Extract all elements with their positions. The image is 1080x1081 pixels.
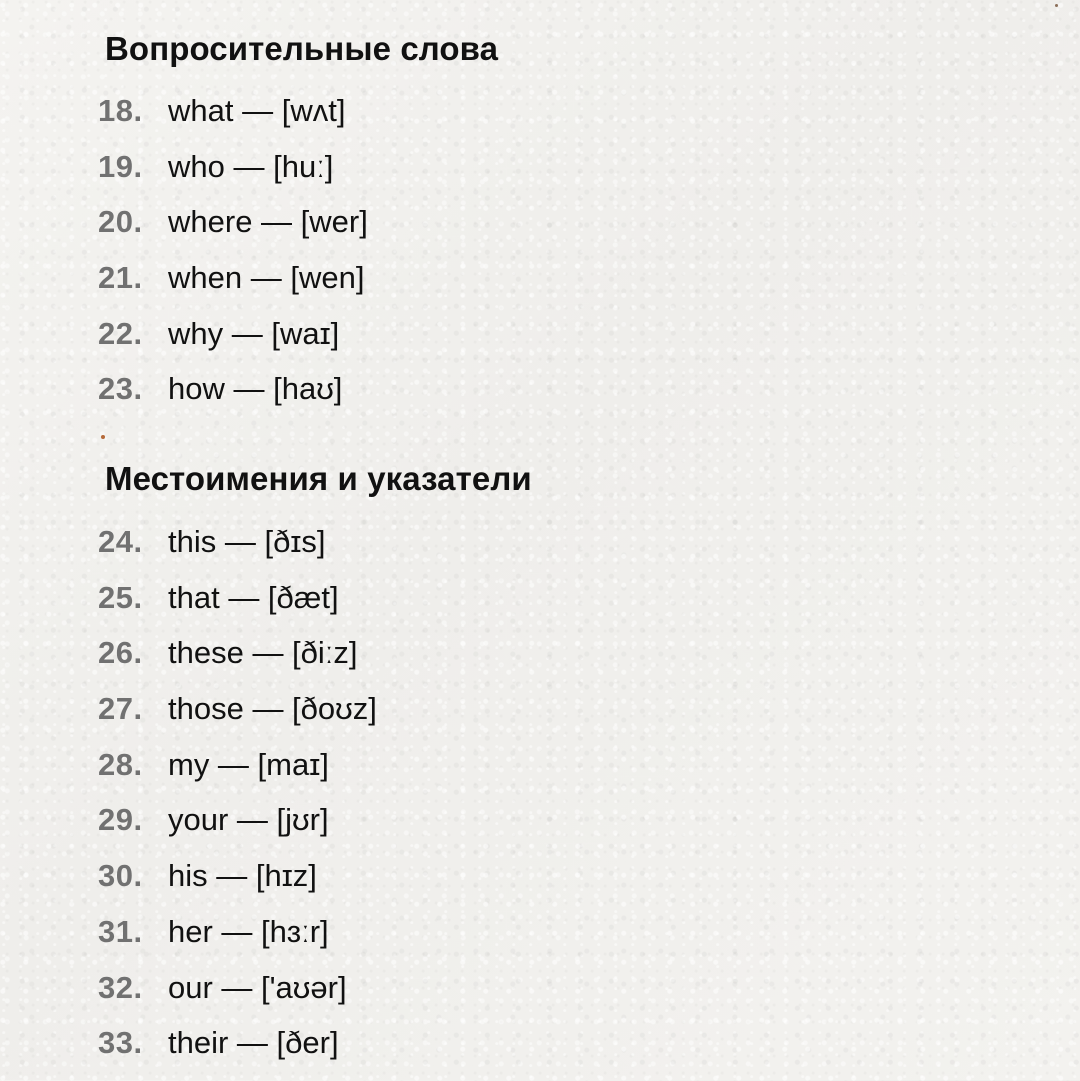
- item-text: what — [wʌt]: [168, 93, 346, 128]
- list-item: [98, 580, 377, 636]
- list-item: [98, 204, 368, 260]
- list-item: [98, 524, 377, 580]
- word-list-question-words: [98, 93, 368, 427]
- item-text: that — [ðæt]: [168, 579, 339, 615]
- item-text: those — [ðoʊz]: [168, 691, 377, 727]
- list-item: [98, 914, 377, 970]
- item-number: 28.: [98, 746, 143, 782]
- paper-speck: [101, 435, 105, 439]
- item-number: 29.: [98, 802, 143, 838]
- list-item: [98, 316, 368, 372]
- list-item: [98, 635, 377, 691]
- item-text: her — [hɜːr]: [168, 913, 329, 949]
- word-list-pronouns: [98, 524, 377, 1081]
- list-item: [98, 970, 377, 1026]
- item-text: how — [haʊ]: [168, 371, 343, 407]
- list-item: [98, 747, 377, 803]
- item-number: 33.: [98, 1025, 143, 1061]
- item-number: 24.: [98, 524, 143, 559]
- item-text: our — ['aʊər]: [168, 969, 347, 1005]
- list-item: [98, 93, 368, 149]
- item-number: 20.: [98, 204, 143, 240]
- item-text: their — [ðer]: [168, 1025, 339, 1061]
- section-title-pronouns: Местоимения и указатели: [105, 460, 532, 497]
- item-text: this — [ðɪs]: [168, 524, 326, 559]
- item-number: 27.: [98, 691, 143, 727]
- item-number: 19.: [98, 148, 143, 184]
- item-text: these — [ðiːz]: [168, 635, 358, 671]
- list-item: [98, 149, 368, 205]
- list-item: [98, 691, 377, 747]
- item-number: 25.: [98, 579, 143, 615]
- item-number: 21.: [98, 260, 143, 296]
- item-number: 26.: [98, 635, 143, 671]
- item-number: 31.: [98, 913, 143, 949]
- item-text: your — [jʊr]: [168, 802, 329, 838]
- item-number: 32.: [98, 969, 143, 1005]
- item-text: where — [wer]: [168, 204, 368, 240]
- item-number: 23.: [98, 371, 143, 407]
- section-title-question-words: Вопросительные слова: [105, 30, 499, 67]
- item-text: when — [wen]: [168, 260, 365, 296]
- item-number: 22.: [98, 315, 143, 351]
- list-item: [98, 858, 377, 914]
- list-item: [98, 1025, 377, 1081]
- item-text: my — [maɪ]: [168, 746, 329, 782]
- item-text: why — [waɪ]: [168, 315, 340, 351]
- paper-speck: [1055, 4, 1058, 7]
- list-item: [98, 260, 368, 316]
- item-number: 18.: [98, 93, 143, 128]
- item-text: his — [hɪz]: [168, 858, 317, 894]
- item-number: 30.: [98, 858, 143, 894]
- list-item: [98, 371, 368, 427]
- item-text: who — [huː]: [168, 148, 334, 184]
- list-item: [98, 802, 377, 858]
